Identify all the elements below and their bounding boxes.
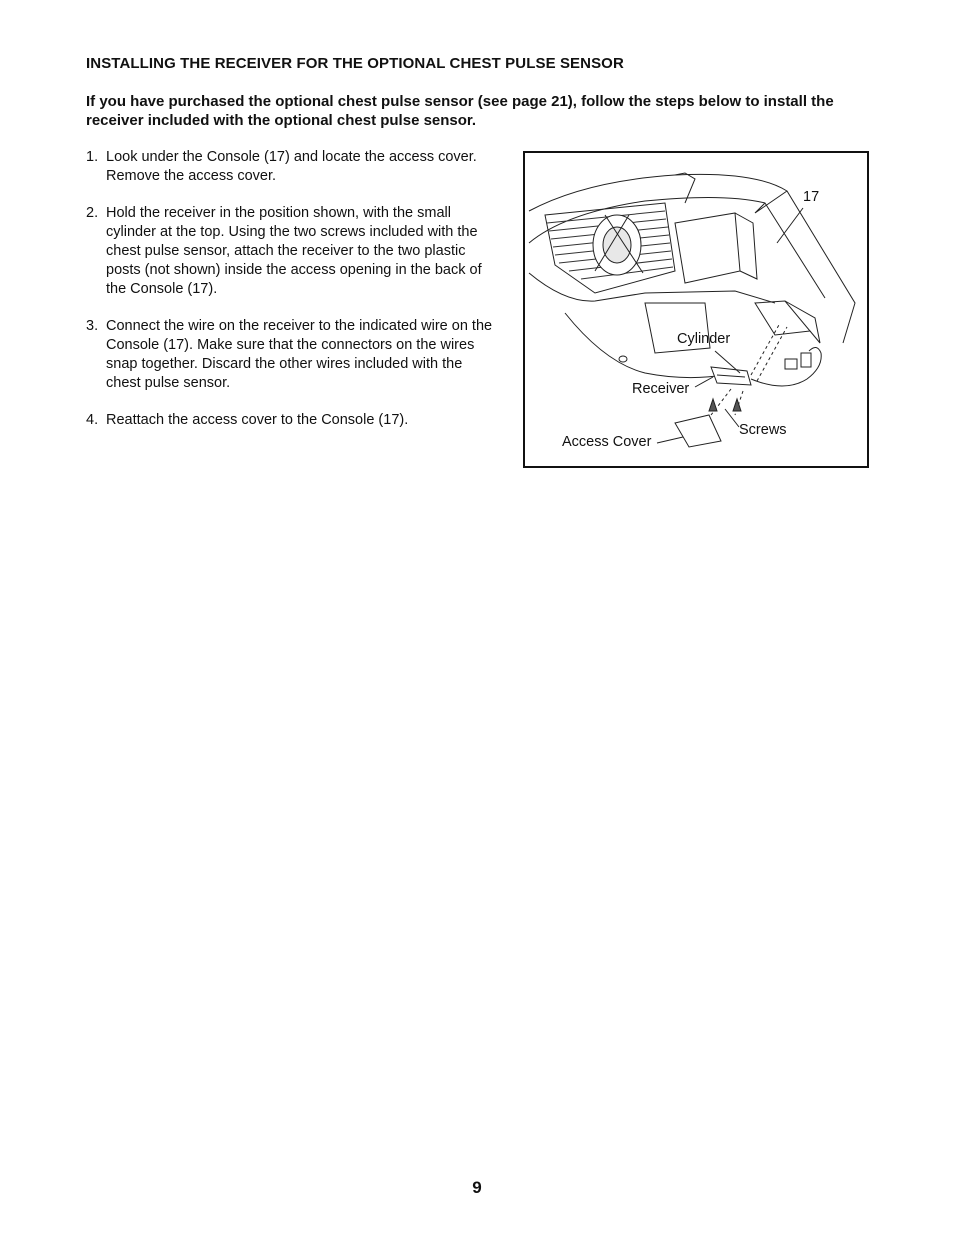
- section-heading: INSTALLING THE RECEIVER FOR THE OPTIONAL CHEST PULSE SENSOR: [86, 55, 624, 72]
- step-item: [86, 204, 496, 299]
- step-number: 3.: [86, 318, 99, 334]
- step-number: 1.: [86, 149, 99, 165]
- step-number: 4.: [86, 412, 99, 428]
- step-item: [86, 317, 496, 393]
- receiver-label: Receiver: [632, 381, 690, 397]
- intro-paragraph: If you have purchased the optional chest pulse sensor (see page 21), follow the steps below to install the receiver included with the optional chest pulse sensor.: [86, 93, 834, 129]
- step-text: Hold the receiver in the position shown, with the small cylinder at the top. Using the two screws included with the chest pulse sensor, attach the receiver to the two plastic posts (not shown) inside the access opening in the back of the Console (17).: [106, 205, 482, 297]
- access-cover-label: Access Cover: [562, 434, 652, 450]
- step-item: [86, 148, 496, 186]
- step-text: Connect the wire on the receiver to the indicated wire on the Console (17). Make sure that the connectors on the wires snap together. Discard the other wires included with the chest pulse sensor.: [106, 318, 493, 391]
- screws-label: Screws: [739, 422, 787, 438]
- step-item: [86, 411, 496, 430]
- step-text: Look under the Console (17) and locate the access cover. Remove the access cover.: [106, 149, 477, 184]
- step-number: 2.: [86, 205, 99, 221]
- step-text: Reattach the access cover to the Console (17).: [106, 412, 409, 428]
- page-number: 9: [472, 1178, 482, 1197]
- part-number-label: 17: [803, 189, 820, 205]
- steps-list: [86, 148, 496, 448]
- cylinder-label: Cylinder: [677, 331, 731, 347]
- installation-figure: [523, 151, 869, 468]
